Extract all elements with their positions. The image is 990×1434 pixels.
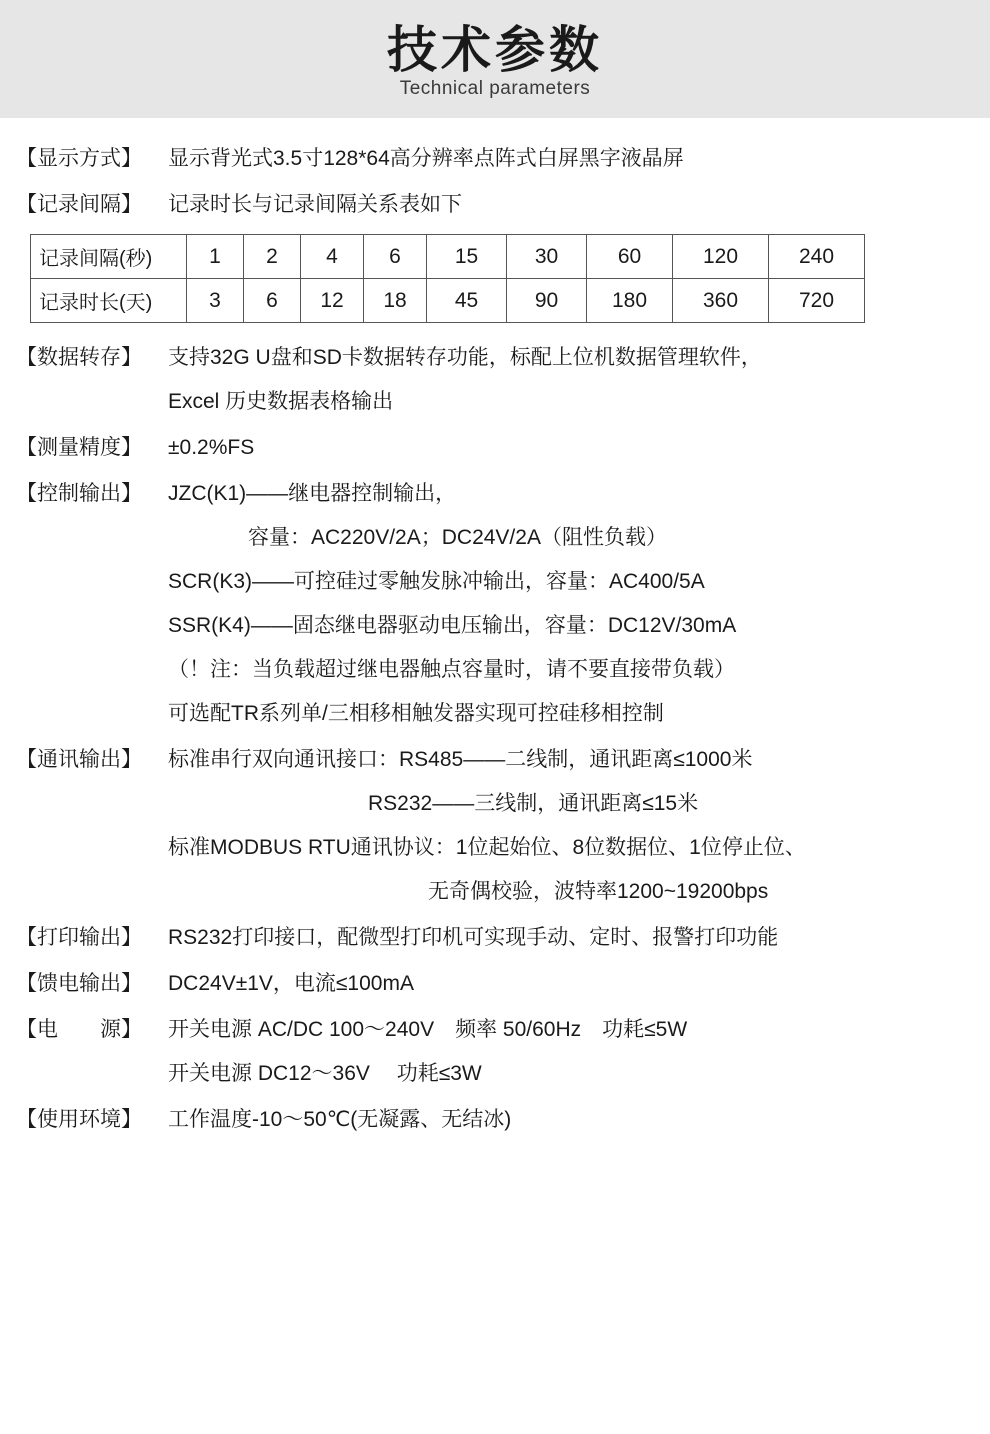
spec-row-display [16, 144, 970, 174]
spec-value [168, 433, 970, 463]
table-cell: 15 [427, 235, 507, 279]
spec-label: 【馈电输出】 [16, 972, 142, 995]
spec-line: DC24V±1V，电流≤100mA [168, 972, 414, 995]
table-cell: 360 [673, 279, 769, 323]
spec-line: 开关电源 AC/DC 100～240V 频率 50/60Hz 功耗≤5W [168, 1018, 688, 1041]
spec-line: 工作温度-10～50℃(无凝露、无结冰) [168, 1108, 512, 1131]
table-cell: 720 [769, 279, 865, 323]
spec-line: 记录时长与记录间隔关系表如下 [168, 193, 462, 216]
page-subtitle: Technical parameters [399, 78, 591, 100]
spec-row-accuracy [16, 433, 970, 463]
table-row [31, 235, 865, 279]
spec-line: （！注：当负载超过继电器触点容量时，请不要直接带负载） [168, 658, 735, 681]
spec-label: 【电 源】 [16, 1018, 142, 1041]
table-cell: 90 [507, 279, 587, 323]
page-title: 技术参数 [387, 21, 603, 78]
spec-line: 显示背光式3.5寸128*64高分辨率点阵式白屏黑字液晶屏 [168, 147, 684, 170]
interval-duration-table [30, 234, 865, 323]
spec-value [168, 479, 970, 729]
spec-list [0, 118, 990, 1135]
spec-value [168, 1015, 970, 1089]
spec-label: 【数据转存】 [16, 346, 142, 369]
table-cell: 18 [364, 279, 427, 323]
spec-line: 标准串行双向通讯接口：RS485——二线制，通讯距离≤1000米 [168, 748, 753, 771]
spec-row-control-output [16, 479, 970, 729]
spec-label: 【记录间隔】 [16, 193, 142, 216]
table-cell: 6 [244, 279, 301, 323]
interval-duration-table-wrap [30, 234, 970, 323]
table-cell: 6 [364, 235, 427, 279]
spec-row-data-transfer [16, 343, 970, 417]
table-cell: 3 [187, 279, 244, 323]
spec-line: RS232打印接口，配微型打印机可实现手动、定时、报警打印功能 [168, 926, 779, 949]
spec-label: 【测量精度】 [16, 436, 142, 459]
spec-value [168, 343, 970, 417]
page-header [0, 0, 990, 118]
spec-row-print-output [16, 923, 970, 953]
spec-value [168, 190, 970, 220]
spec-label: 【使用环境】 [16, 1108, 142, 1131]
table-cell: 2 [244, 235, 301, 279]
table-cell: 45 [427, 279, 507, 323]
table-cell: 12 [301, 279, 364, 323]
spec-row-operating-environment [16, 1105, 970, 1135]
spec-line: SCR(K3)——可控硅过零触发脉冲输出，容量：AC400/5A [168, 570, 705, 593]
spec-line: 标准MODBUS RTU通讯协议：1位起始位、8位数据位、1位停止位、 [168, 836, 806, 859]
spec-value [168, 1105, 970, 1135]
table-cell: 180 [587, 279, 673, 323]
spec-line: ±0.2%FS [168, 436, 255, 459]
table-cell: 1 [187, 235, 244, 279]
spec-value [168, 969, 970, 999]
spec-value [168, 745, 970, 907]
spec-line: 可选配TR系列单/三相移相触发器实现可控硅移相控制 [168, 702, 664, 725]
spec-label: 【通讯输出】 [16, 748, 142, 771]
spec-row-power-supply [16, 1015, 970, 1089]
spec-value [168, 923, 970, 953]
spec-line: 开关电源 DC12～36V 功耗≤3W [168, 1062, 482, 1085]
spec-row-power-feed-output [16, 969, 970, 999]
spec-line: 容量：AC220V/2A；DC24V/2A（阻性负载） [248, 526, 667, 549]
table-cell: 120 [673, 235, 769, 279]
spec-line: JZC(K1)——继电器控制输出， [168, 482, 457, 505]
table-cell: 4 [301, 235, 364, 279]
spec-label: 【打印输出】 [16, 926, 142, 949]
spec-line: 支持32G U盘和SD卡数据转存功能，标配上位机数据管理软件， [168, 346, 762, 369]
spec-line: Excel 历史数据表格输出 [168, 390, 394, 413]
table-row-header: 记录间隔(秒) [31, 235, 187, 279]
table-cell: 60 [587, 235, 673, 279]
spec-line: RS232——三线制，通讯距离≤15米 [368, 792, 699, 815]
spec-row-record-interval [16, 190, 970, 220]
spec-value [168, 144, 970, 174]
spec-line: 无奇偶校验，波特率1200~19200bps [428, 880, 769, 903]
spec-row-communication-output [16, 745, 970, 907]
spec-label: 【显示方式】 [16, 147, 142, 170]
spec-line: SSR(K4)——固态继电器驱动电压输出，容量：DC12V/30mA [168, 614, 737, 637]
table-row [31, 279, 865, 323]
table-row-header: 记录时长(天) [31, 279, 187, 323]
table-cell: 240 [769, 235, 865, 279]
spec-label: 【控制输出】 [16, 482, 142, 505]
table-cell: 30 [507, 235, 587, 279]
